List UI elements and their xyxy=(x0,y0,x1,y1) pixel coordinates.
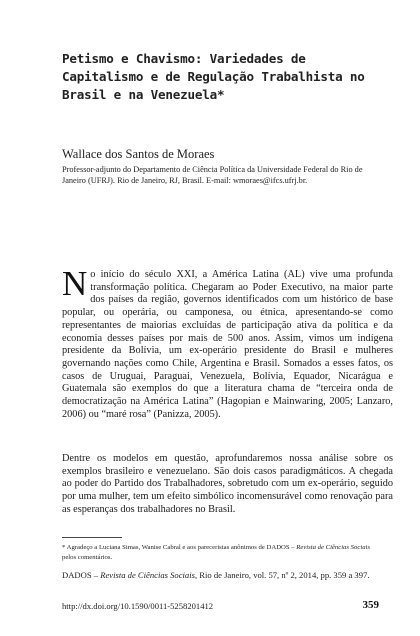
citation-prefix: DADOS – xyxy=(62,570,101,580)
citation-details: , Rio de Janeiro, vol. 57, nº 2, 2014, pp. 359 a 397. xyxy=(194,570,370,580)
footnote-text-start: * Agradeço a Luciana Simas, Wanise Cabral e aos pareceristas anônimos de DADOS – xyxy=(62,544,297,551)
author-affiliation: Professor-adjunto do Departamento de Ciência Política da Universidade Federal do Rio de Janeiro (UFRJ). Rio de Janeiro, RJ, Brasil. E-mail: wmoraes@ifcs.ufrj.br. xyxy=(62,165,363,185)
footnote-text-end: pelos comentários. xyxy=(62,553,113,561)
citation-journal-name: Revista de Ciências Sociais xyxy=(100,570,195,580)
body-paragraph-2: Dentre os modelos em questão, aprofundaremos nossa análise sobre os exemplos brasileiro e venezuelano. São dois casos paradigmáticos. A chegada ao poder do Partido dos Trabalhadores, sobretudo com um ex-operário, seguido por uma mulher, tem um efeito simbólico incomensurável como renovação para as esperanças dos trabalhadores no Brasil. xyxy=(62,453,393,515)
body-paragraph-1 xyxy=(62,264,393,421)
article-title: Petismo e Chavismo: Variedades de Capitalismo e de Regulação Trabalhista no Brasil e na Venezuela* xyxy=(62,51,365,102)
author-name: Wallace dos Santos de Moraes xyxy=(62,147,215,161)
doi-link[interactable]: http://dx.doi.org/10.1590/0011-5258201412 xyxy=(62,601,214,611)
footnote-divider xyxy=(62,537,122,538)
drop-cap: N xyxy=(62,264,88,303)
page-number: 359 xyxy=(362,599,379,611)
journal-citation xyxy=(62,570,369,580)
paragraph-1-text: o início do século XXI, a América Latina (AL) vive uma profunda transformação política. Chegaram ao Poder Executivo, na maior parte dos países da região, governos identificados com um histórico de base popular, ou operária, ou camponesa, ou étnica, apresentando-se como representantes de maiorias excluídas de participação ativa da política e da economia desses países por mais de 500 anos. Assim, vimos um indígena presidente da Bolívia, um ex-operário presidente do Brasil e mulheres governando nações como Chile, Argentina e Brasil. Somados a esses fatos, os casos de Uruguai, Paraguai, Venezuela, Bolívia, Equador, Nicarágua e Guatemala são exemplos do que a literatura chama de “terceira onda de democratização na América Latina” (Hagopian e Mainwaring, 2005; Lanzaro, 2006) ou “maré rosa” (Panizza, 2005). xyxy=(62,269,393,420)
footnote-journal-name: Revista de Ciências Sociais xyxy=(296,544,370,551)
acknowledgment-footnote xyxy=(62,543,382,562)
